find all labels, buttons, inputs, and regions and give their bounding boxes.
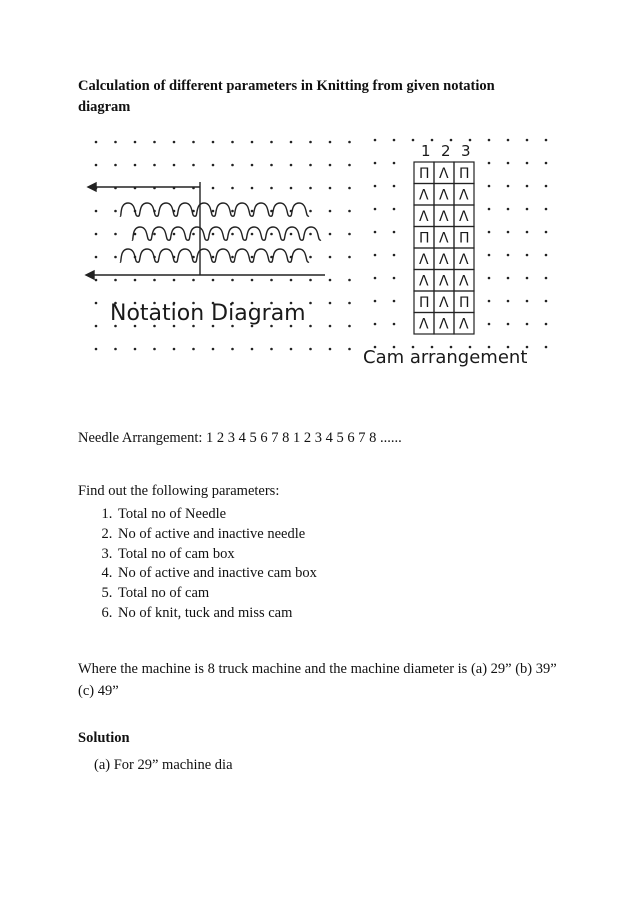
grid-dot bbox=[95, 164, 98, 167]
grid-dot bbox=[545, 254, 548, 257]
grid-dot bbox=[270, 233, 273, 236]
grid-dot bbox=[393, 323, 396, 326]
grid-dot bbox=[114, 210, 117, 213]
needle-arrangement: Needle Arrangement: 1 2 3 4 5 6 7 8 1 2 3 4 5 6 7 8 ...... bbox=[78, 430, 402, 446]
grid-dot bbox=[488, 231, 491, 234]
solution-item: (a) For 29” machine dia bbox=[94, 757, 233, 773]
grid-dot bbox=[526, 323, 529, 326]
grid-dot bbox=[545, 185, 548, 188]
tuck-cam-symbol: Π bbox=[419, 230, 430, 247]
grid-dot bbox=[348, 141, 351, 144]
grid-dot bbox=[95, 279, 98, 282]
grid-dot bbox=[329, 348, 332, 351]
grid-dot bbox=[393, 231, 396, 234]
grid-dot bbox=[374, 185, 377, 188]
grid-dot bbox=[270, 187, 273, 190]
grid-dot bbox=[329, 325, 332, 328]
grid-dot bbox=[526, 208, 529, 211]
grid-dot bbox=[526, 254, 529, 257]
grid-dot bbox=[526, 300, 529, 303]
grid-dot bbox=[329, 302, 332, 305]
grid-dot bbox=[329, 279, 332, 282]
grid-dot bbox=[545, 162, 548, 165]
grid-dot bbox=[412, 139, 415, 142]
grid-dot bbox=[329, 141, 332, 144]
grid-dot bbox=[212, 279, 215, 282]
grid-dot bbox=[134, 141, 137, 144]
grid-dot bbox=[231, 164, 234, 167]
grid-dot bbox=[507, 254, 510, 257]
grid-dot bbox=[507, 231, 510, 234]
grid-dot bbox=[270, 348, 273, 351]
knit-cam-symbol: Λ bbox=[439, 252, 449, 268]
grid-dot bbox=[173, 164, 176, 167]
grid-dot bbox=[309, 141, 312, 144]
grid-dot bbox=[153, 141, 156, 144]
grid-dot bbox=[348, 325, 351, 328]
grid-dot bbox=[348, 164, 351, 167]
tuck-cam-symbol: Π bbox=[459, 295, 470, 311]
grid-dot bbox=[173, 279, 176, 282]
grid-dot bbox=[507, 139, 510, 142]
grid-dot bbox=[309, 302, 312, 305]
grid-dot bbox=[393, 185, 396, 188]
grid-dot bbox=[290, 164, 293, 167]
grid-dot bbox=[290, 279, 293, 282]
grid-dot bbox=[545, 300, 548, 303]
grid-dot bbox=[348, 348, 351, 351]
grid-dot bbox=[192, 279, 195, 282]
grid-dot bbox=[114, 164, 117, 167]
grid-dot bbox=[393, 139, 396, 142]
loop-row bbox=[120, 249, 309, 262]
grid-dot bbox=[309, 256, 312, 259]
grid-dot bbox=[374, 208, 377, 211]
cam-grid bbox=[414, 162, 474, 334]
grid-dot bbox=[309, 348, 312, 351]
grid-dot bbox=[488, 185, 491, 188]
grid-dot bbox=[173, 233, 176, 236]
grid-dot bbox=[374, 323, 377, 326]
grid-dot bbox=[545, 346, 548, 349]
grid-dot bbox=[251, 164, 254, 167]
grid-dot bbox=[114, 348, 117, 351]
grid-dot bbox=[212, 187, 215, 190]
grid-dot bbox=[290, 187, 293, 190]
grid-dot bbox=[231, 210, 234, 213]
grid-dot bbox=[526, 231, 529, 234]
grid-dot bbox=[212, 233, 215, 236]
knit-cam-symbol: Λ bbox=[459, 273, 469, 290]
grid-dot bbox=[212, 256, 215, 259]
grid-dot bbox=[309, 210, 312, 213]
grid-dot bbox=[348, 279, 351, 282]
cam-arrangement-label: Cam arrangement bbox=[363, 347, 528, 368]
grid-dot bbox=[153, 233, 156, 236]
grid-dot bbox=[192, 348, 195, 351]
grid-dot bbox=[212, 164, 215, 167]
grid-dot bbox=[95, 302, 98, 305]
grid-dot bbox=[95, 210, 98, 213]
grid-dot bbox=[545, 277, 548, 280]
grid-dot bbox=[192, 141, 195, 144]
grid-dot bbox=[134, 164, 137, 167]
grid-dot bbox=[488, 300, 491, 303]
parameter-item: 6. No of knit, tuck and miss cam bbox=[116, 604, 317, 624]
grid-dot bbox=[290, 348, 293, 351]
grid-dot bbox=[251, 233, 254, 236]
grid-dot bbox=[374, 300, 377, 303]
cam-header: 2 bbox=[441, 142, 451, 160]
grid-dot bbox=[309, 233, 312, 236]
grid-dot bbox=[526, 162, 529, 165]
grid-dot bbox=[95, 256, 98, 259]
grid-dot bbox=[545, 231, 548, 234]
knit-cam-symbol: Λ bbox=[439, 209, 449, 225]
grid-dot bbox=[309, 164, 312, 167]
grid-dot bbox=[251, 141, 254, 144]
grid-dot bbox=[134, 279, 137, 282]
knit-cam-symbol: Λ bbox=[459, 252, 469, 268]
tuck-cam-symbol: Π bbox=[419, 166, 430, 182]
grid-dot bbox=[329, 164, 332, 167]
grid-dot bbox=[212, 348, 215, 351]
tuck-cam-symbol: Π bbox=[459, 230, 470, 247]
grid-dot bbox=[488, 139, 491, 142]
grid-dot bbox=[507, 277, 510, 280]
grid-dot bbox=[545, 323, 548, 326]
grid-dot bbox=[134, 348, 137, 351]
knit-cam-symbol: Λ bbox=[419, 316, 429, 333]
grid-dot bbox=[329, 187, 332, 190]
knit-cam-symbol: Λ bbox=[459, 316, 469, 333]
grid-dot bbox=[231, 256, 234, 259]
grid-dot bbox=[431, 139, 434, 142]
grid-dot bbox=[173, 141, 176, 144]
cam-header: 1 bbox=[421, 142, 431, 160]
grid-dot bbox=[251, 210, 254, 213]
knit-cam-symbol: Λ bbox=[419, 187, 429, 204]
grid-dot bbox=[488, 254, 491, 257]
grid-dot bbox=[114, 233, 117, 236]
grid-dot bbox=[348, 210, 351, 213]
grid-dot bbox=[526, 139, 529, 142]
grid-dot bbox=[348, 233, 351, 236]
grid-dot bbox=[309, 279, 312, 282]
grid-dot bbox=[348, 187, 351, 190]
grid-dot bbox=[526, 185, 529, 188]
cam-header-row bbox=[421, 142, 471, 160]
grid-dot bbox=[488, 208, 491, 211]
grid-dot bbox=[231, 187, 234, 190]
grid-dot bbox=[95, 325, 98, 328]
grid-dot bbox=[290, 233, 293, 236]
notation-diagram bbox=[86, 182, 325, 279]
knit-cam-symbol: Λ bbox=[419, 209, 429, 225]
grid-dot bbox=[374, 231, 377, 234]
grid-dot bbox=[270, 164, 273, 167]
grid-dot bbox=[114, 141, 117, 144]
grid-dot bbox=[545, 208, 548, 211]
grid-dot bbox=[374, 139, 377, 142]
grid-dot bbox=[114, 279, 117, 282]
knit-cam-symbol: Λ bbox=[439, 273, 449, 290]
notation-figure bbox=[70, 130, 570, 380]
grid-dot bbox=[507, 208, 510, 211]
grid-dot bbox=[212, 210, 215, 213]
knit-cam-symbol: Λ bbox=[419, 273, 429, 290]
parameter-list bbox=[78, 505, 317, 624]
knit-cam-symbol: Λ bbox=[459, 209, 469, 225]
grid-dot bbox=[374, 254, 377, 257]
grid-dot bbox=[488, 277, 491, 280]
loop-row bbox=[120, 203, 309, 216]
grid-dot bbox=[95, 348, 98, 351]
grid-dot bbox=[488, 162, 491, 165]
knit-cam-symbol: Λ bbox=[439, 316, 449, 333]
cam-header: 3 bbox=[461, 142, 471, 160]
grid-dot bbox=[192, 164, 195, 167]
grid-dot bbox=[393, 277, 396, 280]
knit-cam-symbol: Λ bbox=[459, 187, 469, 204]
grid-dot bbox=[469, 139, 472, 142]
grid-dot bbox=[290, 141, 293, 144]
grid-dot bbox=[374, 162, 377, 165]
grid-dot bbox=[329, 256, 332, 259]
grid-dot bbox=[95, 141, 98, 144]
grid-dot bbox=[393, 300, 396, 303]
grid-dot bbox=[374, 277, 377, 280]
top-arrow-head bbox=[88, 183, 96, 191]
grid-dot bbox=[251, 279, 254, 282]
grid-dot bbox=[114, 256, 117, 259]
knit-cam-symbol: Λ bbox=[439, 230, 449, 247]
solution-heading: Solution bbox=[78, 730, 130, 746]
grid-dot bbox=[153, 279, 156, 282]
grid-dot bbox=[526, 277, 529, 280]
grid-dot bbox=[173, 348, 176, 351]
grid-dot bbox=[231, 348, 234, 351]
grid-dot bbox=[251, 348, 254, 351]
grid-dot bbox=[251, 187, 254, 190]
knit-cam-symbol: Λ bbox=[439, 166, 449, 182]
grid-dot bbox=[270, 279, 273, 282]
bottom-arrow-head bbox=[86, 271, 94, 279]
tuck-cam-symbol: Π bbox=[419, 295, 430, 311]
find-intro: Find out the following parameters: bbox=[78, 483, 280, 499]
grid-dot bbox=[507, 162, 510, 165]
grid-dot bbox=[545, 139, 548, 142]
grid-dot bbox=[329, 233, 332, 236]
grid-dot bbox=[95, 233, 98, 236]
notation-label: Notation Diagram bbox=[110, 301, 306, 326]
grid-dot bbox=[488, 323, 491, 326]
grid-dot bbox=[192, 233, 195, 236]
grid-dot bbox=[153, 348, 156, 351]
grid-dot bbox=[231, 279, 234, 282]
parameter-item: 4. No of active and inactive cam box bbox=[116, 564, 317, 584]
grid-dot bbox=[212, 141, 215, 144]
grid-dot bbox=[309, 187, 312, 190]
cam-arrangement bbox=[414, 142, 474, 334]
grid-dot bbox=[153, 164, 156, 167]
grid-dot bbox=[393, 162, 396, 165]
grid-dot bbox=[251, 256, 254, 259]
parameter-item: 2. No of active and inactive needle bbox=[116, 525, 317, 545]
machine-description: Where the machine is 8 truck machine and the machine diameter is (a) 29” (b) 39” (c) 49” bbox=[78, 661, 557, 699]
grid-dot bbox=[393, 254, 396, 257]
parameter-item: 5. Total no of cam bbox=[116, 584, 317, 604]
grid-dot bbox=[231, 141, 234, 144]
tuck-cam-symbol: Π bbox=[459, 166, 470, 182]
loop-row bbox=[132, 227, 321, 240]
grid-dot bbox=[348, 302, 351, 305]
knit-cam-symbol: Λ bbox=[439, 187, 449, 204]
grid-dot bbox=[507, 323, 510, 326]
parameter-item: 3. Total no of cam box bbox=[116, 545, 317, 565]
grid-dot bbox=[507, 185, 510, 188]
grid-dot bbox=[329, 210, 332, 213]
knit-cam-symbol: Λ bbox=[419, 252, 429, 268]
grid-dot bbox=[507, 300, 510, 303]
grid-dot bbox=[270, 141, 273, 144]
document-title: Calculation of different parameters in Knitting from given notation diagram bbox=[78, 78, 495, 115]
grid-dot bbox=[309, 325, 312, 328]
grid-dot bbox=[348, 256, 351, 259]
grid-dot bbox=[393, 208, 396, 211]
parameter-item: 1. Total no of Needle bbox=[116, 505, 317, 525]
grid-dot bbox=[231, 233, 234, 236]
grid-dot bbox=[450, 139, 453, 142]
knit-cam-symbol: Λ bbox=[439, 295, 449, 311]
